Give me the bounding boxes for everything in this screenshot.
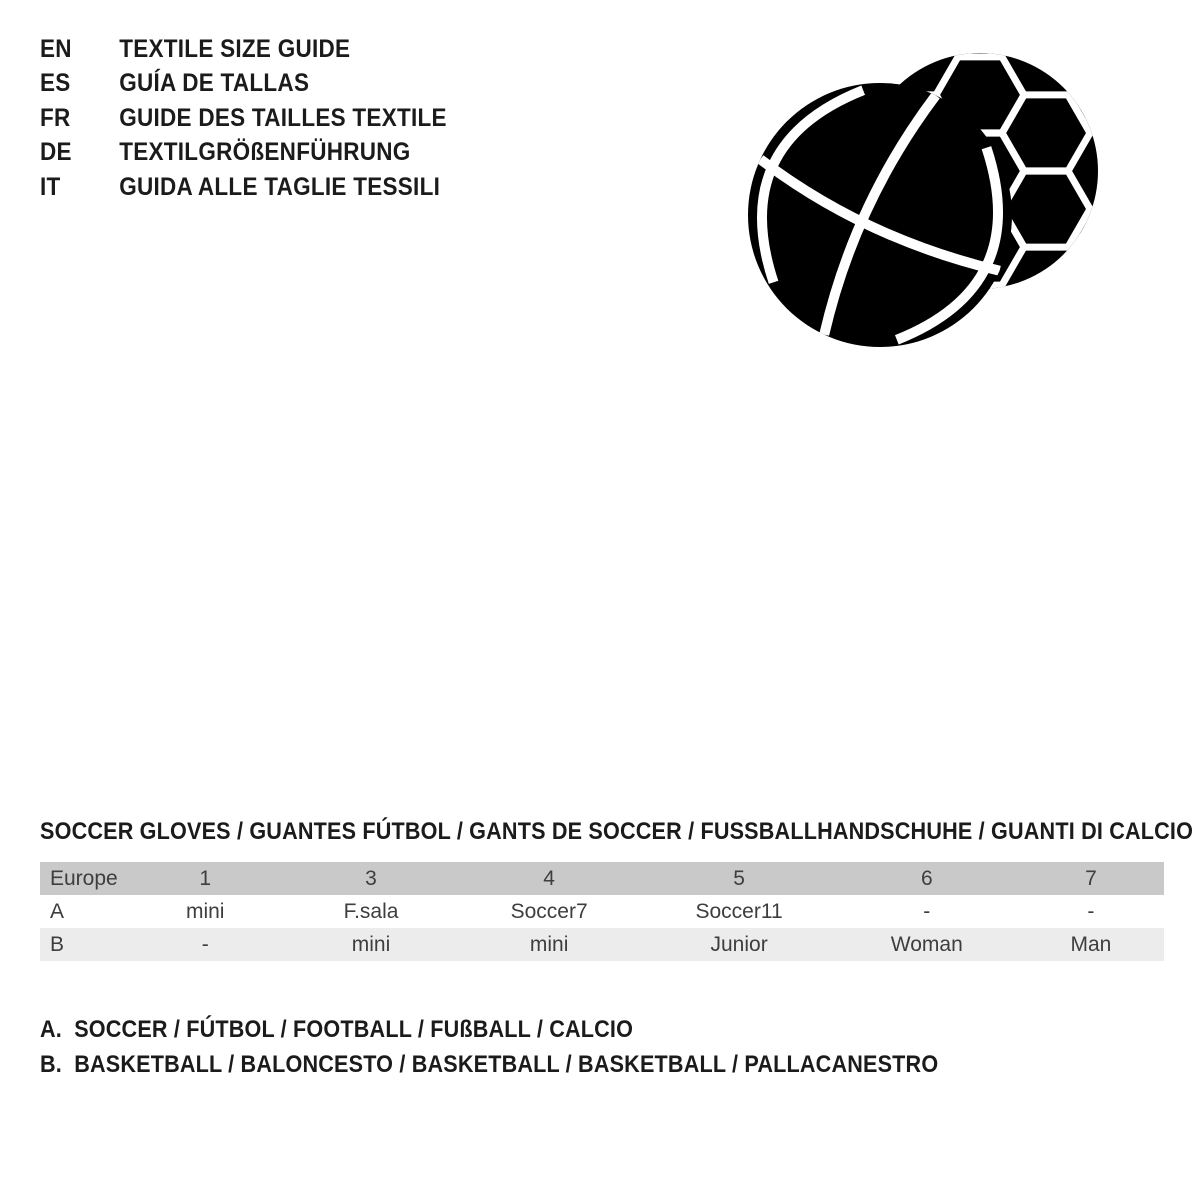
legend-text: BASKETBALL / BALONCESTO / BASKETBALL / BASKETBALL / PALLACANESTRO — [74, 1050, 939, 1078]
row-label-cell: A — [50, 899, 65, 923]
table-cell: Man — [1070, 932, 1112, 956]
size-table — [40, 862, 1164, 961]
size-table-title: SOCCER GLOVES / GUANTES FÚTBOL / GANTS DE SOCCER / FUSSBALLHANDSCHUHE / GUANTI DI CALCIO — [40, 818, 1194, 845]
table-header-cell: 5 — [733, 866, 745, 890]
legend-row-b — [40, 1047, 938, 1082]
table-header-cell: 6 — [920, 866, 933, 890]
language-list — [40, 32, 447, 205]
table-cell: mini — [185, 899, 225, 923]
basketball-soccer-ball-icon — [728, 43, 1118, 355]
table-cell: Soccer11 — [695, 899, 783, 923]
language-label: GUIDE DES TAILLES TEXTILE — [119, 103, 447, 132]
language-row-en — [40, 32, 447, 67]
language-row-it — [40, 170, 447, 205]
table-cell: mini — [351, 932, 391, 956]
language-code: DE — [40, 138, 72, 167]
legend-key: A. — [40, 1015, 62, 1043]
language-row-fr — [40, 101, 447, 136]
legend-text: SOCCER / FÚTBOL / FOOTBALL / FUßBALL / CALCIO — [74, 1015, 634, 1043]
language-label: TEXTILE SIZE GUIDE — [119, 34, 351, 63]
legend — [40, 1012, 938, 1082]
table-header-cell: 4 — [543, 866, 555, 890]
table-cell: Woman — [890, 932, 963, 956]
table-cell: - — [923, 899, 931, 923]
language-code: ES — [40, 69, 71, 98]
legend-row-a — [40, 1012, 938, 1047]
table-header-cell: 1 — [199, 866, 212, 890]
table-header-cell: 3 — [365, 866, 377, 890]
language-code: IT — [40, 172, 61, 201]
language-code: EN — [40, 34, 72, 63]
table-cell: Soccer7 — [510, 899, 588, 923]
table-cell: F.sala — [343, 899, 399, 923]
table-header-cell: Europe — [50, 866, 118, 890]
language-label: GUÍA DE TALLAS — [119, 69, 310, 98]
language-row-de — [40, 136, 447, 171]
language-row-es — [40, 67, 447, 102]
table-row-a — [40, 895, 1164, 928]
language-label: GUIDA ALLE TAGLIE TESSILI — [119, 172, 441, 201]
language-code: FR — [40, 103, 71, 132]
table-cell: mini — [529, 932, 569, 956]
row-label-cell: B — [50, 932, 65, 956]
language-label: TEXTILGRÖßENFÜHRUNG — [119, 138, 411, 167]
table-header-cell: 7 — [1085, 866, 1097, 890]
table-cell: - — [201, 932, 209, 956]
table-cell: Junior — [710, 932, 768, 956]
legend-key: B. — [40, 1050, 62, 1078]
table-row-b — [40, 928, 1164, 961]
table-header-row — [40, 862, 1164, 895]
table-cell: - — [1087, 899, 1095, 923]
